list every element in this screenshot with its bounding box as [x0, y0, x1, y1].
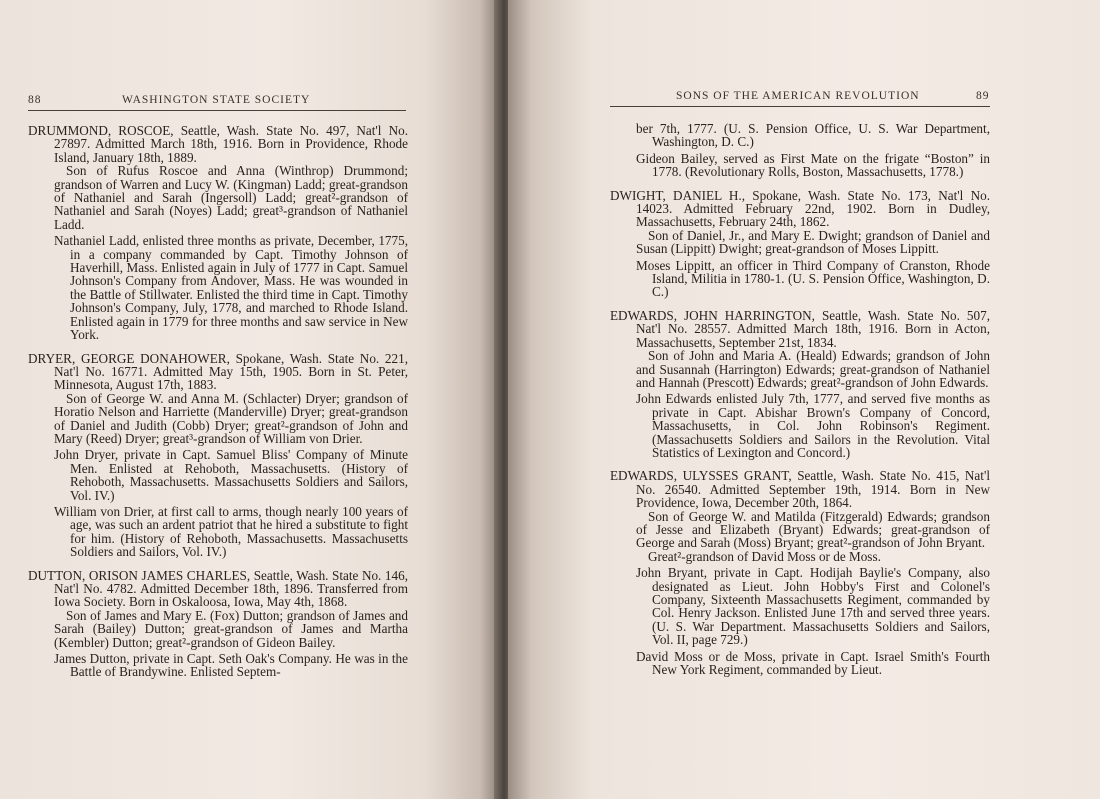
ancestor-john-bryant: John Bryant, private in Capt. Hodijah Baylie's Company, also designated as Lieut. John Hobby's First and Colonel's Company, Sixteenth Massachusetts Regiment, commanded by Col. Henry Jackson. Enlisted June 17th and served three years. (U. S. War Department. Massachusetts Soldiers and Sailors, Vol. II, page 729.)	[636, 565, 990, 648]
entry-edwards-ulysses-header: EDWARDS, ULYSSES GRANT, Seattle, Wash. State No. 415, Nat'l No. 26540. Admitted September 19th, 1914. Born in New Providence, Iowa, December 20th, 1864.	[610, 468, 990, 511]
ancestor-john-edwards: John Edwards enlisted July 7th, 1777, and served five months as private in Capt. Abishar Brown's Company of Concord, Massachusetts, in Col. John Robinson's Regiment. (Massachusetts Soldiers and Sailors in the Revolution. Vital Statistics of Lexington and Concord.)	[636, 391, 990, 460]
running-head-right: SONS OF THE AMERICAN REVOLUTION	[676, 90, 920, 102]
entry-drummond-header: DRUMMOND, ROSCOE, Seattle, Wash. State No. 497, Nat'l No. 27897. Admitted March 18th, 1916. Born in Providence, Rhode Island, January 18th, 1889.	[28, 123, 408, 165]
entry-drummond-lineage: Son of Rufus Roscoe and Anna (Winthrop) Drummond; grandson of Warren and Lucy W. (Kingman) Ladd; great-grandson of Nathaniel and Sarah (Ingersoll) Ladd; great²-grandson of Nathaniel and Sarah (Noyes) Ladd; great³-grandson of Nathaniel Ladd.	[54, 163, 408, 232]
ancestor-nathaniel-ladd: Nathaniel Ladd, enlisted three months as private, December, 1775, in a company commanded by Capt. Timothy Johnson of Haverhill, Mass. Enlisted again in July of 1777 in Capt. Samuel Johnson's Company from Andover, Mass. He was wounded in the Battle of Stillwater. Enlisted the third time in Capt. Timothy Johnson's Company, July, 1778, and marched to Rhode Island. Enlisted again in 1779 for three months and saw service in New York.	[54, 233, 408, 343]
left-page	[0, 0, 500, 799]
entry-edwards-john-header: EDWARDS, JOHN HARRINGTON, Seattle, Wash. State No. 507, Nat'l No. 28557. Admitted March 18th, 1916. Born in Acton, Massachusetts, September 21st, 1834.	[610, 307, 990, 350]
running-head-left: WASHINGTON STATE SOCIETY	[122, 94, 311, 106]
ancestor-gideon-bailey: Gideon Bailey, served as First Mate on the frigate “Boston” in 1778. (Revolutionary Rolls, Boston, Massachusetts, 1778.)	[636, 150, 990, 180]
ancestor-moses-lippitt: Moses Lippitt, an officer in Third Company of Cranston, Rhode Island, Militia in 1780-1. (U. S. Pension Office, Washington, D. C.)	[636, 257, 990, 300]
ancestor-david-moss: David Moss or de Moss, private in Capt. Israel Smith's Fourth New York Regiment, commanded by Lieut.	[636, 648, 990, 678]
ancestor-james-dutton: James Dutton, private in Capt. Seth Oak's Company. He was in the Battle of Brandywine. Enlisted Septem-	[54, 651, 408, 680]
entry-dryer-lineage: Son of George W. and Anna M. (Schlacter) Dryer; grandson of Horatio Nelson and Harriette (Manderville) Dryer; great-grandson of Daniel and Judith (Cobb) Dryer; great²-grandson of John and Mary (Reed) Dryer; great³-grandson of William von Drier.	[54, 390, 408, 446]
ancestor-john-dryer: John Dryer, private in Capt. Samuel Bliss' Company of Minute Men. Enlisted at Rehoboth, Massachusetts. (History of Rehoboth, Massachusetts. Massachusetts Soldiers and Sailors, Vol. IV.)	[54, 447, 408, 503]
ancestor-william-von-drier: William von Drier, at first call to arms, though nearly 100 years of age, was such an ardent patriot that he hired a substitute to fight for him. (History of Rehoboth, Massachusetts. Massachusetts Soldiers and Sailors, Vol. IV.)	[54, 503, 408, 560]
entry-dwight-lineage: Son of Daniel, Jr., and Mary E. Dwight; grandson of Daniel and Susan (Lippitt) Dwight; great-grandson of Moses Lippitt.	[636, 227, 990, 257]
page-number-left: 88	[28, 94, 42, 106]
right-entries	[610, 122, 990, 676]
entry-dutton-lineage: Son of James and Mary E. (Fox) Dutton; grandson of James and Sarah (Bailey) Dutton; great-grandson of James and Martha (Kembler) Dutton; great²-grandson of Gideon Bailey.	[54, 607, 408, 650]
page-number-right: 89	[976, 90, 990, 102]
entry-edwards-ulysses-lineage: Son of George W. and Matilda (Fitzgerald) Edwards; grandson of Jesse and Elizabeth (Bryant) Edwards; great-grandson of George and Sarah (Moss) Bryant; great²-grandson of John Bryant.	[636, 508, 990, 551]
entry-edwards-ulysses-lineage-2: Great²-grandson of David Moss or de Moss.	[648, 548, 881, 564]
entry-dutton-header: DUTTON, ORISON JAMES CHARLES, Seattle, Wash. State No. 146, Nat'l No. 4782. Admitted December 18th, 1896. Transferred from Iowa Society. Born in Oskaloosa, Iowa, May 4th, 1868.	[28, 567, 408, 610]
entry-dwight-header: DWIGHT, DANIEL H., Spokane, Wash. State No. 173, Nat'l No. 14023. Admitted February 22nd, 1902. Born in Dudley, Massachusetts, February 24th, 1862.	[610, 187, 990, 230]
header-rule-left	[28, 110, 406, 111]
entry-dryer-header: DRYER, GEORGE DONAHOWER, Spokane, Wash. State No. 221, Nat'l No. 16771. Admitted May 15th, 1905. Born in St. Peter, Minnesota, August 17th, 1883.	[28, 350, 408, 393]
header-rule-right	[610, 106, 990, 107]
left-entries	[28, 124, 408, 679]
right-page	[508, 0, 1100, 799]
entry-edwards-john-lineage: Son of John and Maria A. (Heald) Edwards; grandson of John and Susannah (Harrington) Edwards; great-grandson of Nathaniel and Hannah (Prescott) Edwards; great²-grandson of John Edwards.	[636, 348, 990, 390]
ancestor-james-dutton-cont: ber 7th, 1777. (U. S. Pension Office, U. S. War Department, Washington, D. C.)	[636, 121, 990, 150]
